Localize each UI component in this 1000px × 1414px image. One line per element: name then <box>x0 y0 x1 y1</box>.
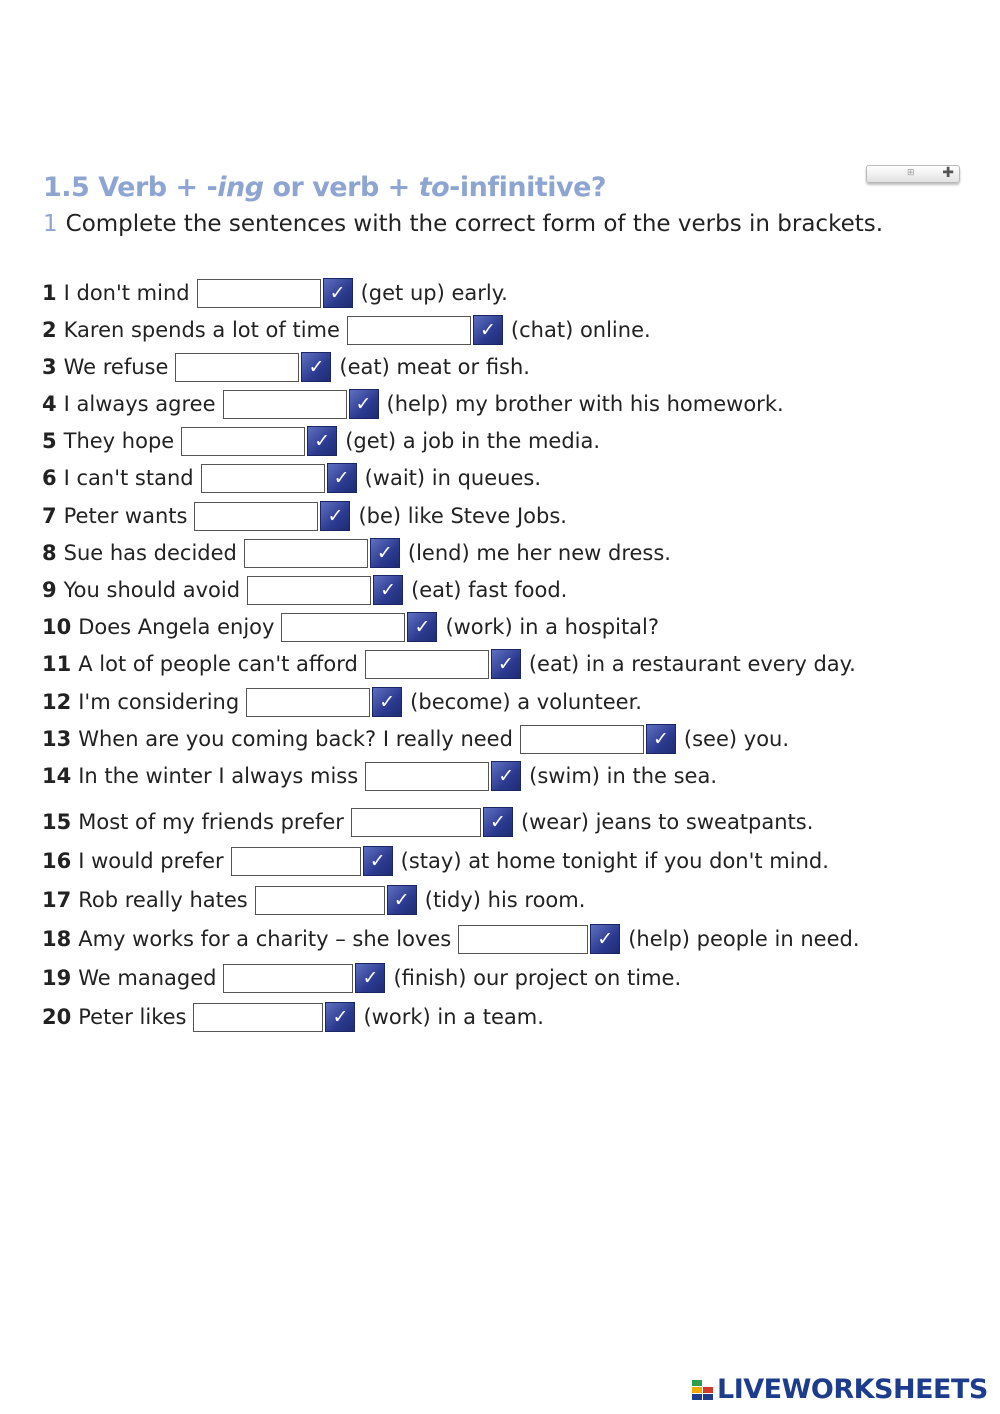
item-verb-hint: (see) you. <box>683 727 790 751</box>
item-verb-hint: (help) my brother with his homework. <box>386 392 784 416</box>
check-icon[interactable]: ✓ <box>327 463 357 493</box>
answer-input[interactable] <box>244 539 368 568</box>
item-verb-hint: (eat) fast food. <box>411 578 568 602</box>
check-icon[interactable]: ✓ <box>307 426 337 456</box>
item-number: 12 <box>42 690 72 714</box>
exercise-list <box>42 0 992 1414</box>
item-number: 2 <box>42 318 57 342</box>
exercise-item <box>42 611 659 643</box>
item-verb-hint: (stay) at home tonight if you don't mind. <box>400 849 829 873</box>
item-verb-hint: (tidy) his room. <box>424 888 586 912</box>
item-prompt: We refuse <box>63 355 169 379</box>
answer-input[interactable] <box>175 353 299 382</box>
answer-input[interactable] <box>194 502 318 531</box>
item-prompt: Karen spends a lot of time <box>63 318 340 342</box>
answer-input[interactable] <box>201 464 325 493</box>
title-italic-part: to <box>418 172 450 203</box>
check-icon[interactable]: ✓ <box>590 924 620 954</box>
item-prompt: I'm considering <box>78 690 240 714</box>
exercise-item <box>42 845 829 877</box>
liveworksheets-logo-icon <box>692 1378 714 1402</box>
item-number: 13 <box>42 727 72 751</box>
item-prompt: Sue has decided <box>63 541 237 565</box>
check-icon[interactable]: ✓ <box>372 687 402 717</box>
item-prompt: I would prefer <box>78 849 224 873</box>
check-icon[interactable]: ✓ <box>407 612 437 642</box>
check-icon[interactable]: ✓ <box>491 761 521 791</box>
item-number: 6 <box>42 466 57 490</box>
check-icon[interactable]: ✓ <box>646 724 676 754</box>
item-prompt: I always agree <box>63 392 216 416</box>
item-verb-hint: (chat) online. <box>510 318 651 342</box>
exercise-item <box>42 723 789 755</box>
answer-input[interactable] <box>247 576 371 605</box>
title-italic-part: ing <box>217 172 264 203</box>
check-icon[interactable]: ✓ <box>483 807 513 837</box>
item-number: 3 <box>42 355 57 379</box>
item-verb-hint: (work) in a hospital? <box>445 615 660 639</box>
answer-input[interactable] <box>347 316 471 345</box>
check-icon[interactable]: ✓ <box>349 389 379 419</box>
answer-input[interactable] <box>231 847 361 876</box>
exercise-item <box>42 574 567 606</box>
answer-input[interactable] <box>181 427 305 456</box>
instruction-text: Complete the sentences with the correct form of the verbs in brackets. <box>65 211 884 237</box>
exercise-item <box>42 648 856 680</box>
item-number: 16 <box>42 849 72 873</box>
item-prompt: I don't mind <box>63 281 190 305</box>
exercise-item <box>42 388 784 420</box>
exercise-item <box>42 962 681 994</box>
answer-input[interactable] <box>255 886 385 915</box>
item-prompt: Most of my friends prefer <box>78 810 344 834</box>
item-verb-hint: (get up) early. <box>360 281 508 305</box>
grid-icon[interactable]: ⊞ <box>907 168 915 178</box>
item-prompt: Rob really hates <box>78 888 248 912</box>
title-part: -infinitive? <box>449 172 607 203</box>
exercise-item <box>42 923 860 955</box>
item-verb-hint: (wait) in queues. <box>364 466 541 490</box>
check-icon[interactable]: ✓ <box>491 649 521 679</box>
title-part: or verb + <box>263 172 419 203</box>
instruction-number: 1 <box>43 211 58 237</box>
exercise-item <box>42 314 651 346</box>
item-verb-hint: (work) in a team. <box>363 1005 544 1029</box>
answer-input[interactable] <box>193 1003 323 1032</box>
answer-input[interactable] <box>197 279 321 308</box>
exercise-item <box>42 884 585 916</box>
answer-input[interactable] <box>458 925 588 954</box>
item-prompt: A lot of people can't afford <box>78 652 358 676</box>
answer-input[interactable] <box>365 762 489 791</box>
item-number: 9 <box>42 578 57 602</box>
item-number: 4 <box>42 392 57 416</box>
item-number: 5 <box>42 429 57 453</box>
check-icon[interactable]: ✓ <box>320 501 350 531</box>
exercise-item <box>42 537 671 569</box>
answer-input[interactable] <box>351 808 481 837</box>
answer-input[interactable] <box>223 964 353 993</box>
liveworksheets-logo <box>692 1374 988 1405</box>
answer-input[interactable] <box>281 613 405 642</box>
item-number: 11 <box>42 652 72 676</box>
item-verb-hint: (help) people in need. <box>628 927 860 951</box>
check-icon[interactable]: ✓ <box>301 352 331 382</box>
item-prompt: You should avoid <box>63 578 241 602</box>
check-icon[interactable]: ✓ <box>387 885 417 915</box>
item-prompt: I can't stand <box>63 466 194 490</box>
item-number: 18 <box>42 927 72 951</box>
check-icon[interactable]: ✓ <box>355 963 385 993</box>
item-prompt: When are you coming back? I really need <box>78 727 513 751</box>
item-verb-hint: (lend) me her new dress. <box>407 541 671 565</box>
exercise-item <box>42 351 530 383</box>
title-part: 1.5 Verb + - <box>43 172 218 203</box>
item-verb-hint: (become) a volunteer. <box>410 690 642 714</box>
exercise-item <box>42 462 541 494</box>
item-prompt: Does Angela enjoy <box>78 615 275 639</box>
item-verb-hint: (wear) jeans to sweatpants. <box>520 810 814 834</box>
item-number: 19 <box>42 966 72 990</box>
item-verb-hint: (eat) meat or fish. <box>339 355 530 379</box>
item-verb-hint: (finish) our project on time. <box>393 966 682 990</box>
item-prompt: We managed <box>78 966 217 990</box>
exercise-item <box>42 686 642 718</box>
check-icon[interactable]: ✓ <box>373 575 403 605</box>
check-icon[interactable]: ✓ <box>473 315 503 345</box>
check-icon[interactable]: ✓ <box>323 278 353 308</box>
logo-text: LIVEWORKSHEETS <box>717 1374 988 1405</box>
exercise-item <box>42 277 508 309</box>
item-prompt: They hope <box>63 429 175 453</box>
exercise-item <box>42 425 600 457</box>
check-icon[interactable]: ✓ <box>370 538 400 568</box>
answer-input[interactable] <box>223 390 347 419</box>
item-verb-hint: (swim) in the sea. <box>529 764 718 788</box>
item-verb-hint: (be) like Steve Jobs. <box>358 504 567 528</box>
item-prompt: Peter likes <box>78 1005 187 1029</box>
exercise-item <box>42 760 717 792</box>
exercise-item <box>42 1001 544 1033</box>
item-number: 15 <box>42 810 72 834</box>
answer-input[interactable] <box>520 725 644 754</box>
item-prompt: In the winter I always miss <box>78 764 359 788</box>
item-prompt: Peter wants <box>63 504 188 528</box>
exercise-item <box>42 806 813 838</box>
item-number: 8 <box>42 541 57 565</box>
item-number: 1 <box>42 281 57 305</box>
answer-input[interactable] <box>246 688 370 717</box>
exercise-item <box>42 500 567 532</box>
check-icon[interactable]: ✓ <box>363 846 393 876</box>
item-number: 10 <box>42 615 72 639</box>
item-prompt: Amy works for a charity – she loves <box>78 927 452 951</box>
item-number: 14 <box>42 764 72 788</box>
check-icon[interactable]: ✓ <box>325 1002 355 1032</box>
plus-icon[interactable]: ✚ <box>942 165 954 181</box>
answer-input[interactable] <box>365 650 489 679</box>
item-number: 17 <box>42 888 72 912</box>
item-verb-hint: (eat) in a restaurant every day. <box>528 652 856 676</box>
item-number: 7 <box>42 504 57 528</box>
item-verb-hint: (get) a job in the media. <box>345 429 601 453</box>
item-number: 20 <box>42 1005 72 1029</box>
